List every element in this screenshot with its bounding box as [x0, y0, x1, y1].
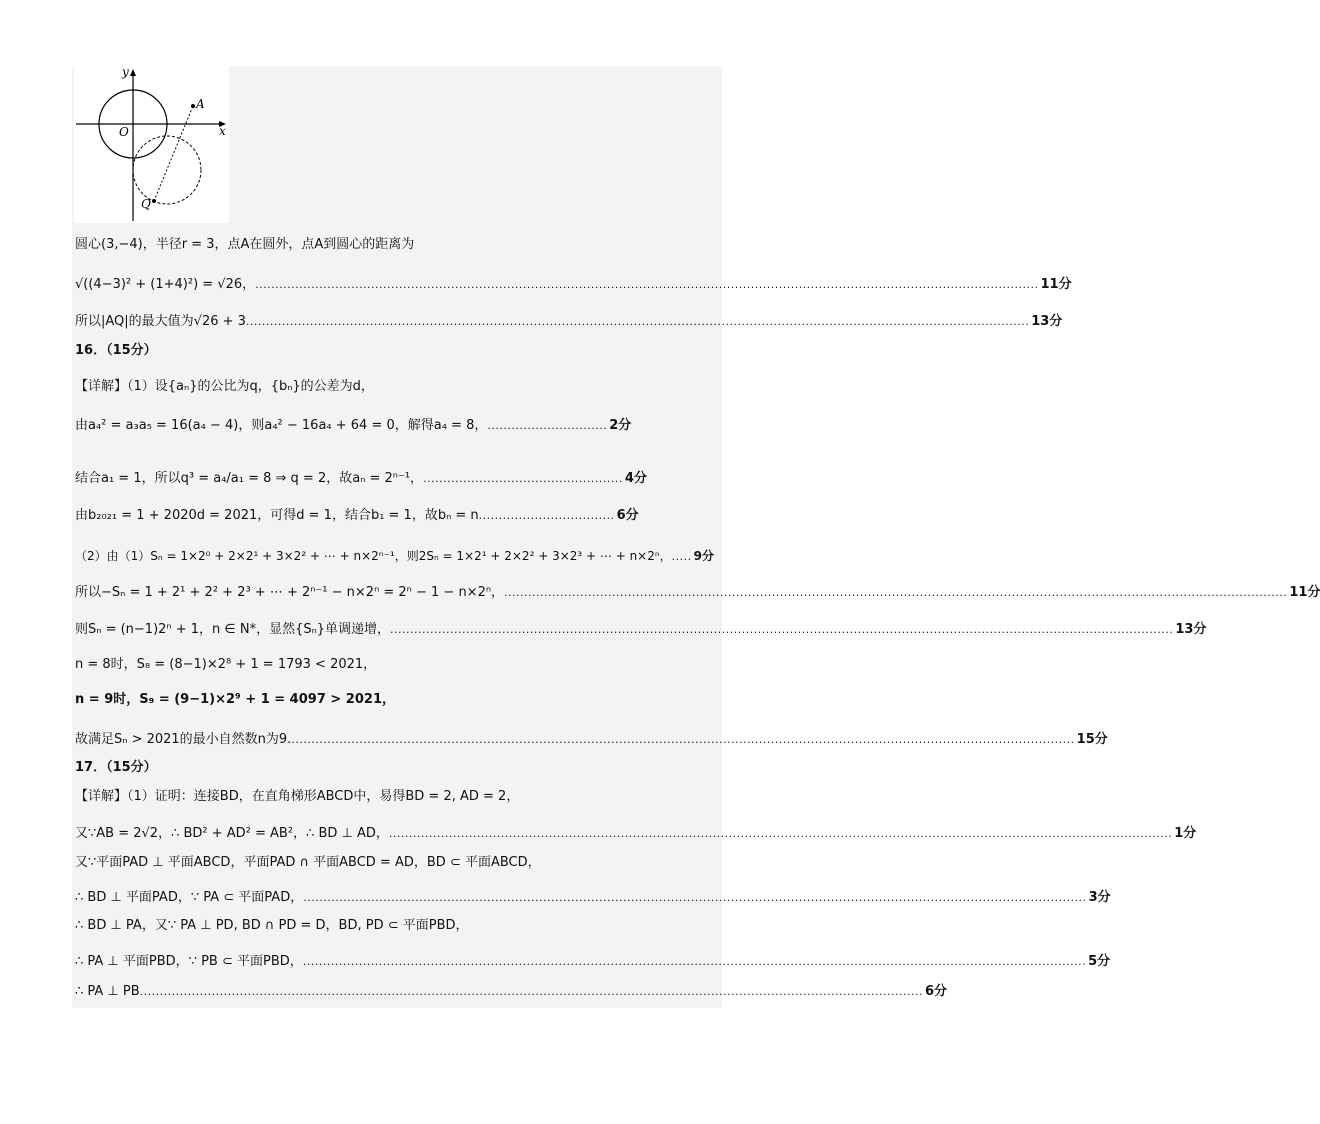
- leader-dots: ....................................................................................................................................................................................................: [390, 623, 1174, 636]
- y-axis-label: y: [122, 65, 129, 79]
- line-text: ∴ BD ⊥ PA，又∵ PA ⊥ PD, BD ∩ PD = D，BD, PD ⊂ 平面PBD，: [75, 918, 469, 933]
- leader-dots: ....................................................................................................................................................................................................: [139, 985, 923, 998]
- text-line: [75, 653, 715, 677]
- line-text: 【详解】（1）设{aₙ}的公比为q，{bₙ}的公差为d，: [75, 379, 374, 394]
- line-text: （2）由（1）Sₙ = 1×2⁰ + 2×2¹ + 3×2² + ⋯ + n×2ⁿ⁻¹，则2Sₙ = 1×2¹ + 2×2² + 3×2³ + ⋯ + n×2ⁿ，: [75, 549, 672, 563]
- line-text: 又∵平面PAD ⊥ 平面ABCD，平面PAD ∩ 平面ABCD = AD，BD ⊂ 平面ABCD，: [75, 855, 541, 870]
- origin-label: O: [119, 125, 129, 139]
- leader-dots: ....................................................................................................................................................................................................: [245, 315, 1030, 328]
- leader-dots: ....................................................................................................................................................................................................: [291, 733, 1075, 746]
- line-text: 【详解】（1）证明：连接BD，在直角梯形ABCD中，易得BD = 2, AD = 2，: [75, 789, 520, 804]
- score-mark: 4分: [624, 471, 647, 486]
- leader-dots: ....................................................................................................................................................................................................: [388, 827, 1173, 840]
- question-heading: [75, 756, 715, 780]
- line-text: 16．（15分）: [75, 343, 157, 358]
- score-mark: 3分: [1088, 890, 1111, 905]
- leader-dots: ....................................................................................................................................................................................................: [255, 278, 1039, 291]
- text-line: [75, 688, 715, 712]
- text-line-scored: [75, 728, 1108, 752]
- score-mark: 15分: [1076, 732, 1108, 747]
- score-mark: 6分: [925, 984, 948, 999]
- text-line: [75, 375, 715, 399]
- line-text: 所以|AQ|的最大值为√26 + 3: [75, 314, 246, 329]
- text-line-scored: [75, 886, 1111, 910]
- text-line-scored: [75, 414, 715, 438]
- text-line-scored: [75, 581, 1320, 605]
- leader-dots: ..............................: [487, 419, 608, 432]
- leader-dots: ....................................................................................................................................................................................................: [302, 955, 1087, 968]
- point-q: [152, 199, 156, 203]
- point-a: [191, 104, 195, 108]
- leader-dots: ..................................: [478, 509, 615, 522]
- point-q-label: Q: [141, 197, 151, 211]
- text-line: [75, 914, 715, 938]
- line-text: ∴ PA ⊥ PB: [75, 984, 140, 999]
- text-line-scored: [75, 980, 948, 1004]
- line-text: ∴ BD ⊥ 平面PAD，∵ PA ⊂ 平面PAD，: [75, 890, 304, 905]
- text-line-scored: [75, 310, 1063, 334]
- line-text: ∴ PA ⊥ 平面PBD，∵ PB ⊂ 平面PBD，: [75, 954, 303, 969]
- score-mark: 1分: [1174, 826, 1197, 841]
- leader-dots: ....................................................................................................................................................................................................: [504, 586, 1288, 599]
- y-axis-arrow-icon: [130, 69, 136, 76]
- line-text: 圆心(3,−4)，半径r = 3，点A在圆外，点A到圆心的距离为: [75, 237, 415, 252]
- line-text: 17．（15分）: [75, 760, 157, 775]
- line-text: 又∵AB = 2√2，∴ BD² + AD² = AB²，∴ BD ⊥ AD，: [75, 826, 389, 841]
- leader-dots: .....: [671, 550, 692, 563]
- text-line-scored: [75, 504, 715, 528]
- line-text: 故满足Sₙ > 2021的最小自然数n为9.: [75, 732, 292, 747]
- x-axis-label: x: [219, 124, 226, 138]
- text-line-scored: [75, 467, 715, 491]
- score-mark: 13分: [1031, 314, 1063, 329]
- text-line-scored: [75, 822, 1197, 846]
- text-line-scored: [75, 618, 1207, 642]
- point-a-label: A: [196, 97, 205, 111]
- text-line-scored: [75, 273, 1072, 297]
- score-mark: 9分: [693, 549, 715, 563]
- leader-dots: ..................................................: [423, 472, 623, 485]
- text-line: [75, 851, 715, 875]
- score-mark: 6分: [616, 508, 639, 523]
- line-text: 由a₄² = a₃a₅ = 16(a₄ − 4)，则a₄² − 16a₄ + 64 = 0，解得a₄ = 8，: [75, 418, 488, 433]
- score-mark: 5分: [1088, 954, 1111, 969]
- text-line-scored: [75, 544, 715, 568]
- text-line: [75, 233, 715, 257]
- line-text: n = 8时，S₈ = (8−1)×2⁸ + 1 = 1793 < 2021，: [75, 657, 377, 672]
- coordinate-figure: [74, 66, 229, 223]
- score-mark: 11分: [1289, 585, 1320, 600]
- line-text: 结合a₁ = 1，所以q³ = a₄/a₁ = 8 ⇒ q = 2，故aₙ = 2ⁿ⁻¹，: [75, 471, 424, 486]
- line-text: 由b₂₀₂₁ = 1 + 2020d = 2021，可得d = 1，结合b₁ = 1，故bₙ = n: [75, 508, 479, 523]
- line-text: n = 9时，S₉ = (9−1)×2⁹ + 1 = 4097 > 2021，: [75, 692, 395, 707]
- score-mark: 2分: [609, 418, 632, 433]
- line-text: √((4−3)² + (1+4)²) = √26，: [75, 277, 256, 292]
- score-mark: 13分: [1175, 622, 1207, 637]
- circle-diagram: [74, 66, 229, 223]
- line-text: 则Sₙ = (n−1)2ⁿ + 1，n ∈ N*，显然{Sₙ}单调递增，: [75, 622, 391, 637]
- text-line-scored: [75, 950, 1111, 974]
- score-mark: 11分: [1040, 277, 1072, 292]
- line-text: 所以−Sₙ = 1 + 2¹ + 2² + 2³ + ⋯ + 2ⁿ⁻¹ − n×2ⁿ = 2ⁿ − 1 − n×2ⁿ，: [75, 585, 505, 600]
- segment-aq: [154, 106, 193, 201]
- question-heading: [75, 339, 715, 363]
- leader-dots: ....................................................................................................................................................................................................: [303, 891, 1087, 904]
- text-line: [75, 785, 715, 809]
